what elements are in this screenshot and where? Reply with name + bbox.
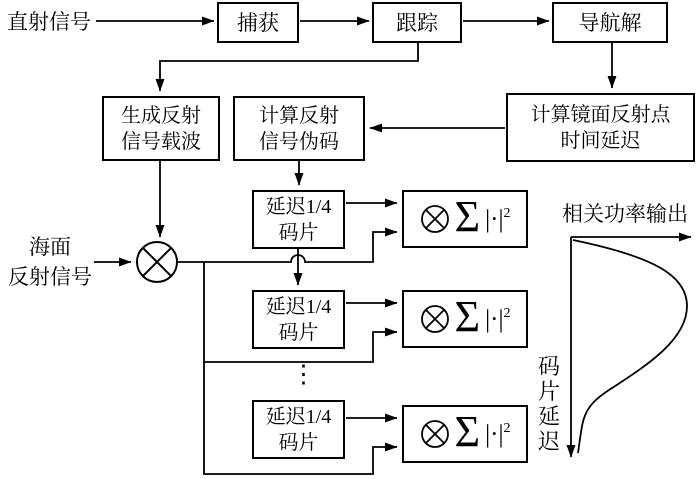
mixer-multiply-icon [135, 240, 179, 284]
sum-symbol: Σ [454, 192, 481, 241]
sum-symbol: Σ [454, 292, 481, 341]
sea-surface-line2: 反射信号 [8, 265, 92, 289]
sum-symbol: Σ [454, 407, 481, 456]
arrow-tracking-to-carrier [160, 43, 418, 91]
correlator-box-2 [402, 290, 528, 348]
generate-carrier-box: 生成反射 信号载波 [102, 96, 220, 161]
delay-quarter-chip-box-1: 延迟1/4 码片 [252, 190, 345, 249]
correlator-box-3 [402, 405, 528, 463]
delay-quarter-chip-box-2: 延迟1/4 码片 [252, 290, 345, 349]
direct-signal-label: 直射信号 [7, 10, 91, 34]
delay-quarter-chip-box-3: 延迟1/4 码片 [252, 400, 345, 459]
compute-prn-box: 计算反射 信号伪码 [233, 96, 365, 161]
vertical-ellipsis: ⋮ [291, 361, 316, 388]
correlation-curve [573, 240, 687, 453]
abs-square-symbol: $|\cdot|^2$ [485, 420, 511, 448]
specular-point-delay-box: 计算镜面反射点 时间延迟 [506, 93, 695, 162]
sea-surface-signal-label [0, 232, 100, 292]
code-chip-delay-label: 码 片 延 迟 [537, 354, 560, 454]
multiply-icon [420, 204, 450, 234]
abs-square-symbol: $|\cdot|^2$ [485, 305, 511, 333]
abs-square-symbol: $|\cdot|^2$ [485, 205, 511, 233]
correlation-power-output-label: 相关功率输出 [562, 202, 688, 226]
nav-solution-box: 导航解 [552, 2, 668, 43]
multiply-icon [420, 304, 450, 334]
correlator-box-1 [402, 190, 528, 248]
sea-surface-line1: 海面 [29, 235, 71, 259]
multiply-icon [420, 419, 450, 449]
tracking-box: 跟踪 [372, 2, 462, 43]
acquisition-box: 捕获 [217, 2, 299, 43]
